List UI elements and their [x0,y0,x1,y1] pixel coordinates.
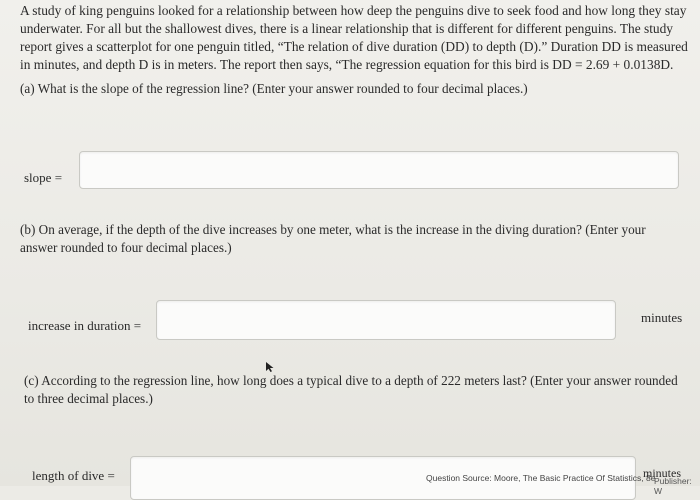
slope-input[interactable] [79,151,679,189]
question-source: Question Source: Moore, The Basic Practice Of Statistics, 8e [426,473,656,483]
increase-duration-input[interactable] [156,300,616,340]
length-of-dive-label: length of dive = [32,468,115,483]
question-a: (a) What is the slope of the regression line? (Enter your answer rounded to four decimal places.) [20,81,528,96]
minutes-unit-b: minutes [641,310,683,325]
question-c: (c) According to the regression line, how long does a typical dive to a depth of 222 meters last? (Enter your answer rounded to three decimal places.) [24,373,678,406]
slope-label: slope = [24,170,63,185]
increase-duration-label: increase in duration = [28,318,142,333]
question-b: (b) On average, if the depth of the dive increases by one meter, what is the increase in the diving duration? (Enter your answer rounded to four decimal places.) [20,222,646,255]
problem-statement: A study of king penguins looked for a relationship between how deep the penguins dive to seek food and how long they stay underwater. For all but the shallowest dives, there is a linear relationship that is different for different penguins. The study report gives a scatterplot for one penguin titled, “The relation of dive duration (DD) to depth (D).” Duration DD is measured in minutes, and depth D is in meters. The report then says, “The regression equation for this bird is DD = 2.69 + 0.0138D. [20,3,688,72]
minutes-unit-c: minutes [643,466,681,480]
publisher-note: Publisher: W [654,476,692,496]
